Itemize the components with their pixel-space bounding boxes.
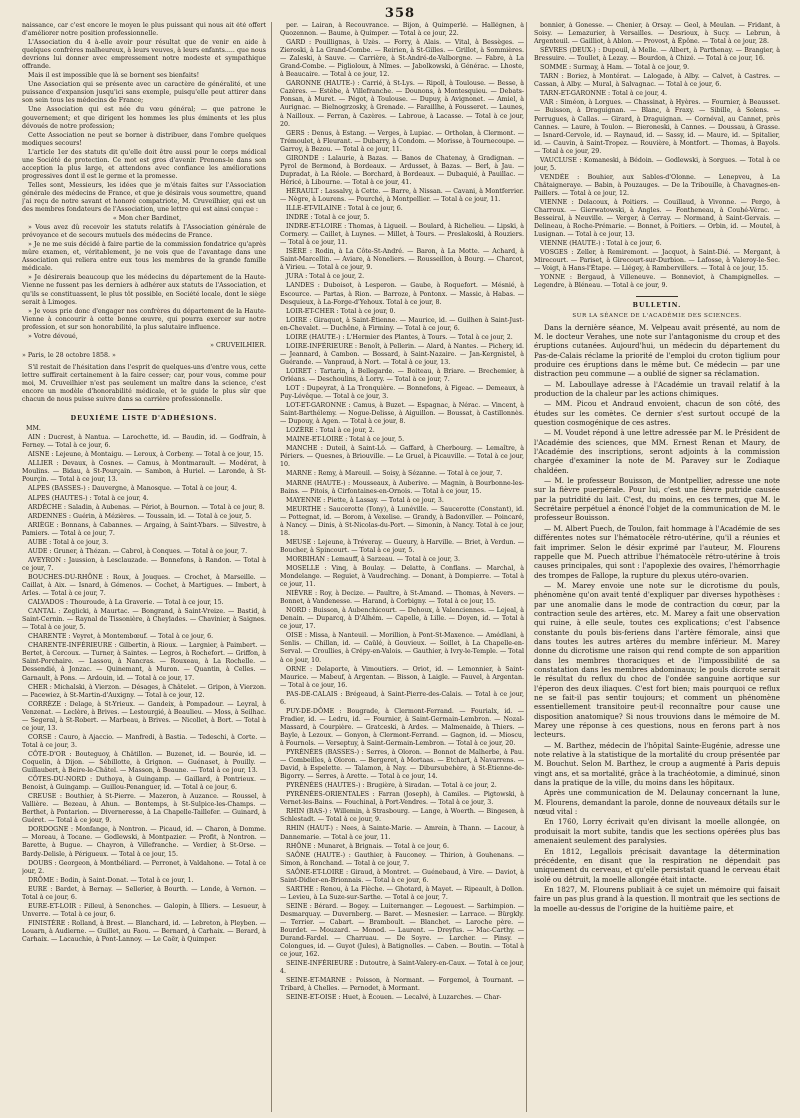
adhesion-entry: SEINE-INFÉRIEURE : Dutoutre, à Saint-Valery-en-Caux. — Total à ce jour, 4. — [280, 960, 524, 976]
adhesion-entry: LOIRE (HAUTE-) : L'Hermier des Plantes, à Tours. — Total à ce jour, 2. — [286, 333, 513, 341]
adhesion-entry: NIÈVRE : Roy, à Decize. — Paultre, à St-Amand. — Thomas, à Nevers. — Bonnet, à Vandenesse. — Harand, à Corbigny. — Total à ce jour, 15. — [280, 590, 524, 606]
bulletin-title: BULLETIN. — [632, 301, 682, 309]
adhesion-entry: AISNE : Lejeune, à Montaigu. — Leroux, à Corbeny. — Total à ce jour, 15. — [28, 451, 264, 459]
adhesion-entry: MAINE-ET-LOIRE : Total à ce jour, 5. — [286, 436, 405, 444]
adhesion-entry: ALLIER : Devaux, à Cosnes. — Camus, à Montmarault. — Modérat, à Moulins. — Bidau, à St-Pourçain. — Sambon, à Huriel. — Laronde, à St-Pourçin. — Total à ce jour, 13. — [22, 460, 266, 484]
adhesion-entry: TARN-ET-GARONNE : Total à ce jour, 4. — [540, 90, 668, 98]
bulletin-body — [534, 323, 780, 913]
adhesion-entry: NORD : Buisson, à Aubenchicourt. — Dehoux, à Valenciennes. — Lejeal, à Denain. — Duparcq, à D'Alhém. — Capelle, à Lille. — Doyen, id. — Total à ce jour, 17. — [280, 607, 524, 631]
letter-line: » Votre dévoué, — [28, 332, 78, 340]
adhesion-entry: LOIR-ET-CHER : Total à ce jour, 0. — [286, 307, 396, 315]
adhesion-entry: HÉRAULT : Lassalvy, à Cette. — Barre, à Nissan. — Cavani, à Montferrier. — Nègre, à Lourens. — Pourché, à Montpellier. — Total à ce jour, 11. — [280, 187, 524, 203]
adhesion-entry: ARIÈGE : Bonnans, à Cabannes. — Argaing, à Saint-Ybars. — Silvestre, à Pamiers. — Total à ce jour, 7. — [22, 521, 266, 537]
bulletin-paragraph: — M. Albert Puech, de Toulon, fait hommage à l'Académie de ses différentes notes sur l'hématocèle rétro-utérine, qu'il a réunies et fait imprimer. Selon le désir exprimé par l'auteur, M. Flourens rappelle que M. Puech attribue l'hématocèle rétro-utérine à trois causes principales, qui sont : l'apoplexie des ovaires, l'hémorrhagie des trompes de Fallope, la rupture du plexus utéro-ovarien. — [534, 523, 780, 580]
adhesion-entry: CHER : Michalski, à Vierzon. — Désages, à Châtelet. — Gripon, à Vierzon. — Pacewiez, à St-Martin-d'Auxigny. — Total à ce jour, 12. — [22, 683, 266, 699]
adhesion-entry: MARNE (HAUTE-) : Mousseaux, à Auberive. — Magnin, à Bourbonne-les-Bains. — Pitois, à Cirfontaines-en-Ornois. — Total à ce jour, 15. — [280, 479, 524, 495]
adhesion-entry: GARONNE (HAUTE-) : Carrié, à St-Lys. — Ripoll, à Toulouse. — Besse, à Cazères. — Estèbe, à Villefranche. — Dounons, à Montesquieu. — Debats-Ponsan, à Muret. — Pégot, à Toulouse. — Dupuy, à Avignonet. — Amiel, à Aurignac. — Bielnogrzosky, à Grenade. — Faraillhe, à Fousseret. — Launes, à Nailloux. — Ferran, à Cazères. — Labroue, à Lacasse. — Total à ce jour, 20. — [280, 80, 524, 128]
adhesion-entry: SEINE-ET-OISE : Huet, à Écouen. — Lecalvé, à Luzarches. — Char- — [286, 994, 502, 1002]
adhesion-entry: DOUBS : Georgeon, à Montbéliard. — Perronet, à Valdahone. — Total à ce jour, 2. — [22, 859, 266, 875]
adhesion-entry: PYRÉNÉES-ORIENTALES : Farran (Joseph), à Camiles. — Pigtowski, à Vernet-les-Bains. — Fouchinal, à Port-Vendres. — Total à ce jour, 3. — [280, 791, 524, 807]
adhesion-entry: INDRE : Total à ce jour, 5. — [286, 214, 370, 222]
adhesion-entry: DORDOGNE : Monfange, à Nontron. — Picaud, id. — Charon, à Domme. — Moreau, à Tocane. — Godlewski, à Montpazier. — Profit, à Nontron. — Barette, à Bugue. — Chayron, à Villefranche. — Verdier, à St-Orse. — Bardy-Delisle, à Périgueux. — Total à ce jour, 15. — [22, 826, 266, 858]
paragraph: Cette Association ne peut se borner à distribuer, dans l'ombre quelques modiques secours! — [22, 131, 266, 147]
adhesion-entry: RHIN (HAUT-) : Nees, à Sainte-Marie. — Amrein, à Thann. — Lacour, à Dannemarie. — Total à ce jour, 11. — [280, 825, 524, 841]
adhesion-entry: SEINE : Bérard. — Bogey. — Luiternanger. — Legouest. — Sarhimpion. — Desmarquay. — Duvernberg. — Baret. — Mesnesier. — Larrace. — Bürgkly. — Terrier. — Cabart. — Bramboult. — Blanchet. — Laroche père. — Bourdet. — Mouzard. — Monod. — Laurent. — Dreyfus. — Mac-Carthy. — Durand-Fardel. — Charruau. — De Soyre. — Larcher. — Pinsy. — Colongues, id. — Guyot (Jules), à Batignolles. — Caben. — Boutin. — Total à ce jour, 162. — [280, 902, 524, 959]
adhesion-entry: MEURTHE : Saucerotte (Tony), à Lunéville. — Saucerotte (Constant), id. — Pottegnat, id. — Borom, à Vexelise. — Grandy, à Badonviller. — Poincaré, à Nancy. — Dinis, à St-Nicolas-du-Port. — Simonin, à Nancy. Total à ce jour, 18. — [280, 505, 524, 537]
adhesion-entry: MOSELLE : Vinq, à Boulay. — Delatte, à Conflans. — Marchal, à Mondelange. — Reguiet, à Vaudreching. — Donant, à Dompierre. — Total à ce jour, 11. — [280, 565, 524, 589]
adhesion-entry: LANDES : Duboisot, à Lesperon. — Gaube, à Roquefort. — Mésnié, à Escource. — Partas, à Rion. — Barroze, à Pontonx. — Massic, à Habas. — Desquieux, à La-Forge-d'Yehoux. Total à ce jour, 8. — [280, 282, 524, 306]
adhesion-entry: PYRÉNÉES (BASSES-) : Serres, à Oloron. — Bonnot de Malherbe, à Pau. — Combeilles, à Oloron. — Bergeret, à Mortaas. — Etchart, à Navarrens. — David, à Espelette. — Talamon, à Nay. — Dibursubehère, à St-Étienne-de-Bigorry. — Serres, à Arette. — Total à ce jour, 14. — [280, 749, 524, 781]
signature: » CRUVEILHIER. — [210, 341, 266, 349]
adhesion-entry: bonnier, à Gonesse. — Chenier, à Orsay. — Geol, à Meulan. — Fridant, à Soisy. — Lemazurier, à Versailles. — Desrioux, à Sucy. — Lebrun, à Argenteuil. — Gailliot, à Ablon. — Provost, à Épône. — Total à ce jour, 28. — [534, 22, 780, 46]
paragraph: Une Association qui se présente avec un caractère de généralité, et une puissance d'expansion jusqu'ici sans exemple, puisqu'elle peut attirer dans son sein tous les médecins de France; — [22, 81, 266, 105]
adhesion-list — [280, 22, 524, 1002]
adhesion-entry: ARDENNES : Guérin, à Mézières. — Toussain, id. — Total à ce jour, 5. — [28, 512, 252, 520]
page-number: 358 — [384, 6, 416, 21]
adhesion-entry: GIRONDE : Lalaurie, à Bazas. — Banos de Chatenay, à Gradignan. — Pyrol de Bermond, à Bordeaux. — Ardusset, à Bazas. — Berl, à Jau. — Dupradat, à La Réole. — Borchard, à Bordeaux. — Dubaquié, à Pauillac. — Héricé, à Libourne. — Total à ce jour, 41. — [280, 154, 524, 186]
bulletin-paragraph: Après une communication de M. Delaunay concernant la lune, M. Flourens, demandant la parole, donne de nouveaux détails sur le nœud vital : — [534, 788, 780, 817]
bulletin-subtitle: SUR LA SÉANCE DE L'ACADÉMIE DES SCIENCES. — [572, 312, 742, 319]
adhesion-entry: SARTHE : Renou, à La Flèche. — Ghotard, à Mayet. — Ripeault, à Dollon. — Levieu, à La Suze-sur-Sarthe. — Total à ce jour, 7. — [280, 885, 524, 901]
paragraph: Telles sont, Messieurs, les idées que je m'étais faites sur l'Association générale des médecins de France, et que je désirais vous soumettre, quand j'ai reçu de notre savant et honoré compatriote, M. Cruveilhier, qui est un des membres fondateurs de l'Association, une lettre qui est ainsi conçue : — [22, 181, 266, 214]
list-prefix: MM. — [26, 425, 41, 433]
adhesion-entry: EURE : Bardet, à Bernay. — Sellerier, à Bourth. — Londe, à Vernon. — Total à ce jour, 6. — [22, 885, 266, 901]
paragraph: L'Association du 4 à-elle avoir pour résultat que de venir en aide à quelques confrères malheureux, à leurs veuves, à leurs enfants..... que nous devrions lui donner avec empressement notre modeste et sympathique offrande. — [22, 39, 266, 71]
adhesion-entry: SÈVRES (DEUX-) : Dupouil, à Melle. — Albert, à Parthenay. — Brangier, à Bressuire. — Toullet, à Lezay. — Bourdon, à Chizé. — Total à ce jour, 16. — [534, 47, 780, 63]
adhesion-entry: OISE : Missa, à Nanteuil. — Morillion, à Pont-St-Maxence. — Amédlani, à Senlis. — Chillan, id. — Caülé, à Gouvieux. — Soillet, à La Chapelle-en-Serval. — Croullies, à Crépy-en-Valois. — Gauthier, à Ivry-le-Temple. — Total à ce jour, 10. — [280, 632, 524, 664]
adhesion-entry: VIENNE : Delacoux, à Poitiers. — Couillaud, à Vivonne. — Pergo, à Charroux. — Gierwatowski, à Angles. — Fontheneau, à Couhé-Vérac. — Besseiral, à Neuville. — Verger, à Cerray. — Normand, à Saint-Gervais. — Delineau, à Roche-Prémarie. — Bonnet, à Poitiers. — Orbin, id. — Moutel, à Lusignan. — Total à ce jour, 13. — [534, 198, 780, 239]
adhesion-entry: RHIN (BAS-) : Willemin, à Strasbourg. — Lange, à Woerth. — Bingesen, à Schlestadt. — Total à ce jour, 9. — [280, 808, 524, 824]
adhesion-entry: MORBIHAN : Lemauff, à Sarzeau. — Total à ce jour, 3. — [286, 555, 461, 563]
column-1 — [22, 22, 266, 1112]
adhesion-entry: DRÔME : Bodin, à Saint-Donat. — Total à ce jour, 1. — [28, 876, 194, 884]
bulletin-paragraph: — MM. Picou et Andraud envoient, chacun de son côté, des études sur les comètes. Ce dernier s'est surtout occupé de la question cosmogénique de ces astres. — [534, 399, 780, 428]
adhesion-entry: AUDE : Gruner, à Thézan. — Cabrol, à Conques. — Total à ce jour, 7. — [28, 547, 248, 555]
adhesion-entry: VIENNE (HAUTE-) : Total à ce jour, 6. — [540, 240, 662, 248]
adhesion-list — [534, 22, 780, 291]
adhesion-entry: SOMME : Surmay, à Ham. — Total à ce jour, 9. — [540, 64, 690, 72]
adhesion-entry: CORRÈZE : Delage, à St-Yrieux. — Gandeix, à Pompadour. — Leyral, à Venzenat. — Leclère, à Brives. — Lestourgié, à Beaulieu. — Moss, à Seilhac. — Segeral, à St-Robert. — Marbeau, à Brives. — Nicollet, à Bort. — Total à ce jour, 13. — [22, 700, 266, 732]
adhesion-entry: ORNE : Delaporte, à Vimoutiers. — Oriot, id. — Lemonnier, à Saint-Maurice. — Mabeuf, à Argentan. — Bisson, à Laigle. — Fauvel, à Argentan. — Total à ce jour, 16. — [280, 665, 524, 689]
adhesion-entry: SAÔNE (HAUTE-) : Gauthier, à Fauconey. — Thirion, à Gouhenans. — Simon, à Ronchand. — Total à ce jour, 7. — [280, 851, 524, 867]
bulletin-paragraph: En 1812, Legallois précisait davantage la détermination précédente, en disant que la respiration ne dépendait pas uniquement du cerveau, et qu'elle persistait quand le cerveau était isolé ou détruit, la moelle allongée était intacte. — [534, 846, 780, 884]
adhesion-entry: ILLE-ET-VILAINE : Total à ce jour, 6. — [286, 205, 403, 213]
adhesion-entry: SEINE-ET-MARNE : Poisson, à Normant. — Forgemol, à Tournant. — Tribard, à Chelles. — Pernodet, à Mormant. — [280, 977, 524, 993]
adhesion-entry: VENDÉE : Bouhier, aux Sables-d'Olonne. — Lenepveu, à La Châtaigneraye. — Babin, à Pouzauges. — De la Tribouille, à Chavagnes-en-Paillers. — Total à ce jour, 12. — [534, 173, 780, 197]
association-article — [22, 22, 266, 404]
adhesion-entry: MAYENNE : Piette, à Lassay. — Total à ce jour, 3. — [286, 496, 444, 504]
paragraph: Une Association qui est née du vœu général; — que patrone le gouvernement; et que dirigent les hommes les plus éminents et les plus dévoués de notre profession; — [22, 106, 266, 130]
column-rule — [271, 22, 272, 1112]
bulletin-paragraph: — M. Voudet répond à une lettre adressée par M. le Président de l'Académie des sciences, que MM. Ernest Renan et Maury, de l'Académie des inscriptions, seront adjoints à la commission chargée d'examiner la note de M. Paravey sur le Zodiaque chaldéen. — [534, 428, 780, 475]
adhesion-entry: AUBE : Total à ce jour, 3. — [28, 538, 109, 546]
bulletin-paragraph: — M. Laboullaye adresse à l'Académie un travail relatif à la production de la chaleur par les actions chimiques. — [534, 379, 780, 398]
bulletin-paragraph: — M. Marey envoie une note sur le dicrotisme du pouls, phénomène qu'on avait tenté d'expliquer par diverses hypothèses : par une anomalie dans le mode de contraction du cœur, par la contraction seule des artères, etc. M. Marey a fait une observation qui ruine, à elle seule, toutes ces explications; c'est l'absence constante du pouls bis-feriens dans l'artère fémorale, ainsi que dans toutes les autres artères du membre inférieur. M. Marey donne du dicrotisme une raison qui rend compte de son apparition dans les membres thoraciques et de l'impossibilité de sa constatation dans les membres abdominaux; le pouls dicrote serait le résultat du reflux du choc de l'ondée sanguine aortique sur l'éperon des deux iliaques. C'est fort bien; mais pourquoi ce reflux ne se fait-il pas sentir toujours; et comment un phénomène essentiellement transitoire peut-il reconnaître pour cause une disposition anatomique? Si nous trouvions dans le mémoire de M. Marey une réponse à ces questions, nous en ferons part à nos lecteurs. — [534, 580, 780, 740]
adhesion-entry: EURE-ET-LOIR : Filleul, à Senonches. — Galopin, à Illiers. — Lesueur, à Unverre. — Total à ce jour, 6. — [22, 902, 266, 918]
adhesion-entry: VOSGES : Zeller, à Remiremont. — Jacquot, à Saint-Dié. — Mergant, à Mirecourt. — Pariset, à Girecourt-sur-Durbion. — Lafosse, à Valeroy-le-Sec. — Voigt, à Hans-l'Étape. — Liégey, à Rambervillers. — Total à ce jour, 15. — [534, 249, 780, 273]
adhesion-entry: RHÔNE : Munaret, à Brignais. — Total à ce jour, 6. — [286, 842, 449, 850]
adhesion-entry: per. — Lairan, à Recouvrance. — Bijon, à Quimperlé. — Hallégnen, à Quozennon. — Baume, à Quimper. — Total à ce jour, 22. — [280, 22, 524, 38]
adhesion-entry: CREUSE : Bouthier, à St-Pierre. — Mazeron, à Auzance. — Roussel, à Vallière. — Bezeau, à Ahun. — Bontemps, à St-Sulpice-les-Champs. — Berthet, à Pontarion. — Diverneresse, à La Chapelle-Taillefer. — Guinard, à Guéret. — Total à ce jour, 9. — [22, 793, 266, 825]
adhesion-entry: ARDÈCHE : Saladin, à Aubenas. — Périot, à Bournon. — Total à ce jour, 8. — [28, 503, 265, 511]
paragraph: S'il restait de l'hésitation dans l'esprit de quelques-uns d'entre vous, cette lettre suffirait certainement à la faire cesser; car, pour vous, comme pour moi, M. Cruveilhier n'est pas seulement un maître dans la science, c'est encore un modèle d'honorabilité médicale, et le guide le plus sûr que chacun de nous puisse suivre dans sa carrière professionnelle. — [22, 363, 266, 404]
letter-line: » Je ne me suis décidé à faire partie de la commission fondatrice qu'après mûre examen, et, véritablement, je ne vois que de l'avantage dans une Association qui reliera entre eux tous les membres de la grande famille médicale. — [22, 241, 266, 273]
adhesion-entry: PYRÉNÉES (HAUTES-) : Brugière, à Siradan. — Total à ce jour, 2. — [286, 782, 497, 790]
adhesion-list — [22, 434, 266, 944]
separator — [636, 296, 678, 297]
adhesion-entry: CHARENTE-INFÉRIEURE : Gilbertin, à Rioux. — Largnier, à Paimbert. — Bertet, à Cercoux. — Turner, à Saintes. — Legros, à Rochefort. — Griffon, à Saint-Porchaire. — Lassou, à Nancras. — Rouxeau, à La Rochelle. — Dessendié, à Jonzac. — Quinemant, à Muron. — Quantin, à Celles. — Garnault, à Pons. — Ardouin, id. — Total à ce jour, 17. — [22, 642, 266, 682]
adhesion-entry: MANCHE : Duteil, à Saint-Lô. — Gaffard, à Cherbourg. — Lemaître, à Périers. — Quesnes, à Briouville. — Le Gruel, à Picauville. — Total à ce jour, 10. — [280, 445, 524, 469]
adhesion-entry: FINISTÈRE : Rolland, à Brest. — Blanchard, id. — Lebreton, à Pleyben. — Louarn, à Audierne. — Guillet, au Faou. — Bernard, à Carhaix. — Berard, à Carhaix. — Lacauchie, à Pont-Lannoy. — Le Caër, à Quimper. — [22, 919, 266, 943]
letter-line: » Je vous prie donc d'engager nos confrères du département de la Haute-Vienne à concourir à cette bonne œuvre, qui pourra exercer sur notre profession, et sur son honorabilité, la plus salutaire influence. — [22, 307, 266, 331]
adhesion-entry: LOIRE : Giraquot, à Saint-Étienne. — Maurice, id. — Guilhen à Saint-Just-en-Chevalet. — Duchêne, à Firminy. — Total à ce jour, 6. — [280, 316, 524, 332]
adhesion-entry: VAR : Siméon, à Lorgues. — Chassinat, à Hyères. — Fournier, à Beausset. — Buisson, à Draguignan. — Blanc, à Fraxy. — Sibille, à Solens. — Perrugues, à Callas. — Girard, à Draguignan. — Cornéval, au Cannet, près Cannes. — Laure, à Toulon. — Bieroneski, à Cannes. — Doussau, à Grasse. — Isnard-Cervole, id. — Raynaud, id. — Sassy, id. — Maure, id. — Spitalier, id. — Cauvin, à Saint-Tropez. — Rouvière, à Montfort. — Thomas, à Bayols. — Total à ce jour, 29. — [534, 99, 780, 155]
adhesion-entry: PUY-DE-DÔME : Bougrade, à Clermont-Ferrand. — Fourialx, id. — Fradier, id. — Ledru, id. — Fournier, à Saint-Germain-Lembron. — Nozal-Massard, à Courpière. — Gratceski, à Ardes. — Malmenaide, à Thiers. — Bayle, à Lezoux. — Gonyon, à Clermont-Ferrand. — Gagnon, id. — Mioscu, à Fournols. — Verseptuy, à Saint-Germain-Lembron. — Total à ce jour, 20. — [280, 707, 524, 747]
adhesion-entry: INDRE-ET-LOIRE : Thomas, à Ligueil. — Boulard, à Richelieu. — Lipski, à Cormery. — Caillet, à Luynes. — Millet, à Tours. — Preslakoski, à Rouziers. — Total à ce jour, 11. — [280, 223, 524, 247]
adhesion-entry: LOT-ET-GARONNE : Camus, à Buzet. — Espagnac, à Nérac. — Vincent, à Saint-Barthélemy. — Nogue-Delisse, à Aiguillon. — Boussat, à Castillonnès. — Dupouy, à Agen. — Total à ce jour, 8. — [280, 402, 524, 426]
adhesion-entry: MARNE : Remy, à Mareuil. — Soisy, à Sézanne. — Total à ce jour, 7. — [286, 470, 503, 478]
adhesion-entry: CÔTE-D'OR : Bouteguoy, à Châtillon. — Buzenet, id. — Bourée, id. — Coquelin, à Dijon. — Sébillotte, à Grignon. — Guénaset, à Pouilly. — Guillaubert, à Beire-le-Châtel. — Masson, à Beaune. — Total à ce jour, 13. — [22, 750, 266, 775]
adhesion-entry: MEUSE : Lejeune, à Tréveray. — Gueury, à Harville. — Briet, à Verdun. — Boucher, à Spincourt. — Total à ce jour, 5. — [280, 538, 524, 554]
separator — [123, 409, 165, 410]
adhesion-entry: LOIRE-INFÉRIEURE : Benoît, à Pellerin. — Alard, à Nantes. — Pichery, id. — Jeannard, à Cambon. — Bossard, à Saint-Nazaire. — Jan-Kergnistel, à Guérande. — Vanpraud, à Nort. — Total à ce jour, 13. — [280, 342, 524, 366]
adhesion-entry: ALPES (HAUTES-) : Total à ce jour, 4. — [28, 494, 149, 502]
adhesion-entry: LOIRET : Tartarin, à Bellegarde. — Boiteau, à Briare. — Brechemier, à Orléans. — Deschoulins, à Lorry. — Total à ce jour, 7. — [280, 367, 524, 383]
column-3 — [534, 22, 780, 1112]
adhesion-entry: CALVADOS : Thouroude, à La Graverie. — Total à ce jour, 15. — [28, 599, 224, 607]
adhesion-entry: PAS-DE-CALAIS : Brégeaud, à Saint-Pierre-des-Calais. — Total à ce jour, 6. — [280, 690, 524, 706]
adhesion-entry: YONNE : Bergaud, à Villeneuve. — Bonneviot, à Champignelles. — Legendre, à Bléneau. — Total à ce jour, 9. — [534, 274, 780, 290]
paragraph: naissance, car c'est encore le moyen le plus puissant qui nous ait été offert d'améliorer notre position professionnelle. — [22, 22, 266, 38]
bulletin-paragraph: Dans la dernière séance, M. Velpeau avait présenté, au nom de M. le docteur Verahes, une note sur l'antagonisme du croup et des éruptions cutanées. Aujourd'hui, un médecin du département du Pas-de-Calais réclame la priorité de l'emploi du croton tiglium pour produire ces éruptions dans le même but. Ce médecin — par une distraction peu commune — a oublié de signer sa réclamation. — [534, 322, 780, 379]
letter-line: » Vous avez dû recevoir les statuts relatifs à l'Association générale de prévoyance et de secours mutuels des médecins de France. — [22, 224, 266, 240]
adhesion-entry: CANTAL : Zeglicki, à Maurtac. — Bongrand, à Saint-Vreize. — Bastid, à Saint-Cernin. — Raynal de Tissonière, à Cheylades. — Chavinier, à Saignes. — Total à ce jour, 5. — [22, 608, 266, 632]
adhesion-entry: ISÈRE : Rodin, à La Côte-St-André. — Baron, à La Motte. — Achard, à Saint-Marcellin. — Aviare, à Noneliers. — Rousseillon, à Bourg. — Charcot, à Virieu. — Total à ce jour, 9. — [280, 248, 524, 272]
adhesion-entry: VAUCLUSE : Komaneski, à Bédoin. — Godlewski, à Sorgues. — Total à ce jour, 5. — [534, 156, 780, 172]
letter-date: » Paris, le 28 octobre 1858. » — [22, 351, 116, 359]
adhesion-entry: GARD : Pouillignas, à Uzès. — Forry, à Alais. — Vital, à Bessèges. — Zieroski, à La Grand-Combe. — Reirien, à St-Gilles. — Grillot, à Sommières. — Zaleski, à Sauve. — Carrière, à St-André-de-Valborgne. — Fabre, à La Grand-Combe. — Piglioloux, à Nîmes. — Jabolkowski, à Générac. — Lhoste, à Beaucaire. — Total à ce jour, 12. — [280, 39, 524, 79]
adhesion-entry: CÔTES-DU-NORD : Duthoya, à Guingamp. — Gaillard, à Pontrieux. — Benoist, à Guingamp. — Guillou-Penanguer, id. — Total à ce jour, 6. — [22, 776, 266, 792]
adhesion-entry: BOUCHES-DU-RHÔNE : Roux, à Jouques. — Crochet, à Marseille. — Caillat, à Aix. — Isnard, à Gémenos. — Cochet, à Martigues. — Imbert, à Arles. — Total à ce jour, 7. — [22, 573, 266, 598]
adhesion-entry: LOT : Dupeyrat, à La Tronquière. — Bonnefons, à Figeac. — Demeaux, à Puy-Lévêque. — Total à ce jour, 3. — [280, 385, 524, 401]
adhesion-entry: AIN : Ducrest, à Nantua. — Larochette, id. — Baudin, id. — Godfrain, à Ferney. — Total à ce jour, 6. — [22, 434, 266, 450]
column-2 — [280, 22, 524, 1112]
paragraph: Mais il est impossible que là se bornent ses bienfaits! — [28, 72, 200, 80]
bulletin-paragraph: En 1760, Lorry écrivait qu'en divisant la moelle allongée, on produisait la mort subite, tandis que les sections opérées plus bas amenaient seulement des paralysies. — [534, 817, 780, 846]
adhesion-entry: LOZÈRE : Total à ce jour, 2. — [286, 427, 375, 435]
letter-line: « Mon cher Bardinet, — [112, 215, 182, 223]
adhesion-entry: ALPES (BASSES-) : Dauvergne, à Manosque. — Total à ce jour, 4. — [28, 485, 237, 493]
bulletin-paragraph: — M. Barthez, médecin de l'hôpital Sainte-Eugénie, adresse une note relative à la statistique de la mortalité du croup présentée par M. Bouchut. Selon M. Barthez, le croup a augmenté à Paris depuis vingt ans, et sa mortalité, grâce à la trachéotomie, a diminué, sinon dans la pratique de la ville, du moins dans les hôpitaux. — [534, 740, 780, 788]
bulletin-paragraph: En 1827, M. Flourens publiait à ce sujet un mémoire qui faisait faire un pas plus grand à la question. Il montrait que les sections de la moelle au-dessus de l'origine de la huitième paire, et — [534, 884, 780, 913]
paragraph: L'article 1er des statuts dit qu'elle doit être aussi pour le corps médical une Société de protection. Ce mot est gros d'avenir. Prenons-le dans son acception la plus large, et attendons avec confiance les améliorations progressives dont il est le germe et la promesse. — [22, 148, 266, 180]
letter-line: » Je désirerais beaucoup que les médecins du département de la Haute-Vienne ne fussent pas les derniers à adhérer aux statuts de l'Association, et qu'ils se constituassent, le plus tôt possible, en Société locale, dont le siège serait à Limoges. — [22, 274, 266, 306]
adhesion-entry: SAÔNE-ET-LOIRE : Giraud, à Montret. — Guénebaud, à Vire. — Daviot, à Saint-Didier-en-Brionnais. — Total à ce jour, 6. — [280, 868, 524, 884]
bulletin-paragraph: — M. le professeur Bouisson, de Montpellier, adresse une note sur la fièvre puerpérale. Pour lui, c'est une fièvre putride causée par la putridité du lait. C'est, du moins, en ces termes, que M. le Secrétaire perpétuel a énoncé l'objet de la communication de M. le professeur Bouisson. — [534, 476, 780, 523]
adhesion-entry: GERS : Denus, à Estang. — Verges, à Lupiac. — Ortholan, à Clermont. — Trémoulet, à Fleurant. — Dubarry, à Condom. — Morisse, à Tournecoupe. — Garroy, à Bezou. — Total à ce jour, 11. — [280, 129, 524, 153]
adhesion-entry: JURA : Total à ce jour, 2. — [286, 273, 365, 281]
adhesion-entry: AVEYRON : Jaussion, à Lesclauzade. — Bonnefons, à Randon. — Total à ce jour, 7. — [22, 556, 266, 572]
column-rule — [526, 22, 527, 1112]
adhesion-entry: TARN : Boriez, à Montérat. — Lalogade, à Alby. — Calvet, à Castres. — Cassan, à Alby. — Mural, à Salvagnac. — Total à ce jour, 6. — [534, 73, 780, 89]
adhesion-entry: CHARENTE : Veyret, à Montembœuf. — Total à ce jour, 6. — [28, 633, 214, 641]
adhesion-entry: CORSE : Cauro, à Ajaccio. — Manfredi, à Bastia. — Tedeschi, à Corte. — Total à ce jour, 3. — [22, 733, 266, 749]
list-title: DEUXIÈME LISTE D'ADHÉSIONS. — [70, 415, 218, 423]
